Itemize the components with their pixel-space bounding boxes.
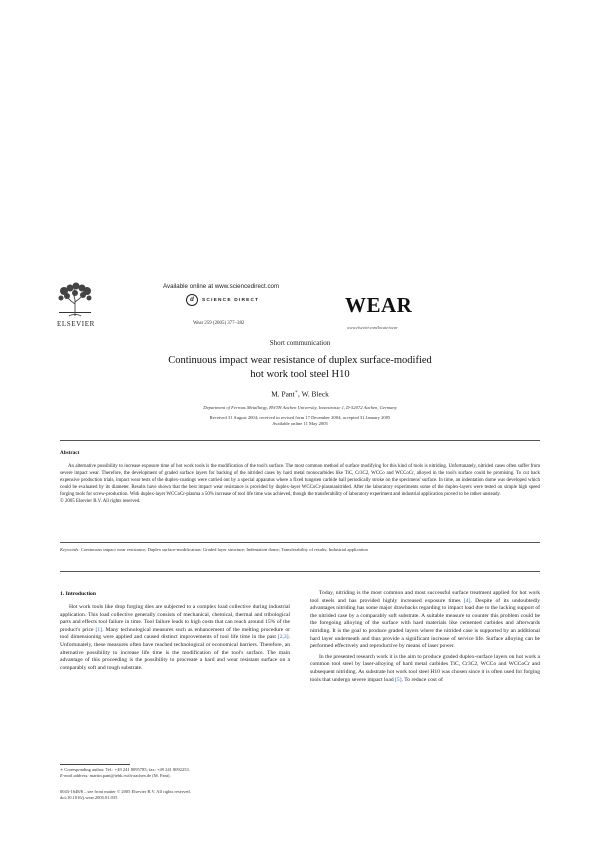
journal-name: WEAR bbox=[345, 293, 413, 317]
keywords bbox=[60, 547, 540, 554]
paragraph-text: . Unfortunately, these measures often have reached technological or economical barriers. Therefore, an alternative possibility to increase life time is the modification of the tool's surface. The main advantage of this proceeding is the possibility to procreate a hard and wear resistant surface on a comparably soft and tough substrate. bbox=[60, 634, 290, 671]
citation-link[interactable]: [1] bbox=[95, 626, 103, 633]
paragraph-text: . Despite of its undoubtedly advantages nitriding has some major drawbacks regarding to impact load due to the lacking support of the nitrided case by a comparably soft substrate. A suitable measure to counter this problem could be the foregoing alloying of the surface with hard materials like cemented carbides and afterwards nitriding. It is the goal to produce graded layers where the nitrided case is supported by an additional hard layer underneath and thus provide a significant increase of service life. Surface alloying can be performed effectively and reproductive by means of laser power. bbox=[310, 597, 540, 650]
keywords-label: Keywords: bbox=[60, 547, 80, 552]
journal-reference: Wear 259 (2005) 377–382 bbox=[193, 321, 245, 326]
sciencedirect-mark-icon: d bbox=[186, 294, 198, 306]
email-address[interactable]: martin.pant@iehk.rwth-aachen.de (M. Pant). bbox=[89, 773, 171, 779]
author-name: M. Pant bbox=[271, 389, 295, 399]
abstract-body bbox=[60, 464, 540, 505]
author-separator: , bbox=[298, 389, 302, 399]
affiliation: Department of Ferrous Metallurgy, RWTH Aachen University, Intzestrasse 1, D-52072 Aachen, Germany bbox=[203, 405, 397, 410]
footnote-marker: ∗ bbox=[60, 767, 64, 772]
doi-line[interactable]: doi:10.1016/j.wear.2005.01.035 bbox=[60, 795, 118, 801]
paragraph-text: . Many technological measures such as enhancement of the melting procedure or tool dimensioning were applied and caused distinct improvements of tool life time in the past bbox=[60, 626, 290, 641]
sciencedirect-logo bbox=[186, 294, 286, 306]
online-date: Available online 11 May 2005 bbox=[272, 421, 328, 427]
citation-link[interactable]: [2,3] bbox=[277, 634, 289, 641]
footnote-divider bbox=[60, 764, 130, 765]
article-dates bbox=[0, 415, 600, 428]
history-dates: Received 31 August 2004; received in revised form 17 December 2004; accepted 31 January 2005 bbox=[209, 415, 391, 420]
footnote bbox=[60, 767, 295, 779]
keywords-text: Continuous impact wear resistance; Duplex surface-modification; Graded layer structure; Indentation dome; Transferability of results; Industrial application bbox=[80, 547, 368, 552]
divider bbox=[60, 440, 540, 441]
citation-link[interactable]: [5] bbox=[395, 676, 402, 683]
author-name: W. Bleck bbox=[301, 389, 329, 399]
sciencedirect-logo-text: SCIENCE DIRECT bbox=[202, 297, 260, 303]
author-list bbox=[0, 389, 600, 398]
title-line-1: Continuous impact wear resistance of duplex surface-modified bbox=[168, 355, 432, 366]
citation-link[interactable]: [4] bbox=[463, 597, 471, 604]
journal-url[interactable]: www.elsevier.com/locate/wear bbox=[347, 325, 398, 330]
intro-paragraph-3 bbox=[310, 654, 540, 684]
email-label: E-mail address: bbox=[60, 773, 89, 779]
section-heading: 1. Introduction bbox=[60, 591, 96, 597]
publisher-name: ELSEVIER bbox=[57, 320, 95, 328]
intro-paragraph-2 bbox=[310, 590, 540, 651]
available-online-text[interactable]: Available online at www.sciencedirect.com bbox=[163, 283, 280, 290]
footnote-text: Corresponding author. Tel.: +49 241 8095785; fax: +49 241 8092253. bbox=[64, 767, 190, 772]
abstract-heading: Abstract bbox=[60, 450, 80, 456]
corresponding-author-marker[interactable]: ∗ bbox=[294, 390, 298, 395]
issn-line: 0043-1648/$ – see front matter © 2005 Elsevier B.V. All rights reserved. bbox=[60, 789, 191, 794]
article-type: Short communication bbox=[269, 339, 331, 347]
divider bbox=[60, 542, 540, 543]
article-title bbox=[0, 354, 600, 382]
copyright-line: © 2005 Elsevier B.V. All rights reserved. bbox=[60, 498, 141, 504]
divider bbox=[60, 571, 540, 572]
paragraph-text: . To reduce cost of bbox=[401, 676, 443, 683]
paragraph-text: Hot work tools like drop forging dies are subjected to a complex load collective during industrial application. This load collective generally consists of mechanical, chemical, thermal and tribological parts and effects tool failure in time. Tool failure leads to high costs that can reach around 15% of the product's price bbox=[60, 604, 290, 633]
email-note bbox=[60, 773, 295, 779]
title-line-2: hot work tool steel H10 bbox=[250, 369, 350, 380]
paragraph-text: In the presented research work it is the aim to produce graded duplex-surface layers on hot work a common tool steel by laser-alloying of hard metal carbides TiC, Cr3C2, WCCo and WCCoCr and subsequent nitriding. As substrate hot work tool steel H10 was chosen since it is often used for forging tools that undergo severe impact load bbox=[310, 653, 540, 683]
intro-paragraph-1 bbox=[60, 604, 290, 672]
abstract-text: An alternative possibility to increase exposure time of hot work tools is the modification of the tool's surface. The most common method of surface modifying for this kind of tools is nitriding. Unfortunately, nitrided cases often suffer from severe impact wear. Therefore, the development of graded surface layers for backing of the nitrided cases by hard metal monocarbides like TiC, Cr3C2, WCCo and WCCoCr, alloyed in the tool's surface could be promising. To cut back expensive production trials, impact wear tests of the duplex-coatings were carried out by a special apparatus where a fixed tungsten carbide ball periodically stroke on the specimens' surface. In time, an indentation dome was developed which could be evaluated by its diameter. Results have shown that the best impact wear resistance is provided by duplex-layer WCCoCr-plasmanitrided. After the laboratory experiments some of the duplex-layers were tested on simple high speed forging tools for screw-production. With duplex-layer WCCoCr-plasma a 50% increase of tool life time was achieved, though the transferability of laboratory experiment and industrial application proved to be rather unsteady. bbox=[60, 464, 540, 497]
intro-right-column bbox=[310, 590, 540, 687]
paragraph-text: Today, nitriding is the most common and most successful surface treatment applied for hot work tool steels and has provided highly increased exposure times bbox=[310, 590, 540, 604]
imprint bbox=[60, 789, 360, 802]
